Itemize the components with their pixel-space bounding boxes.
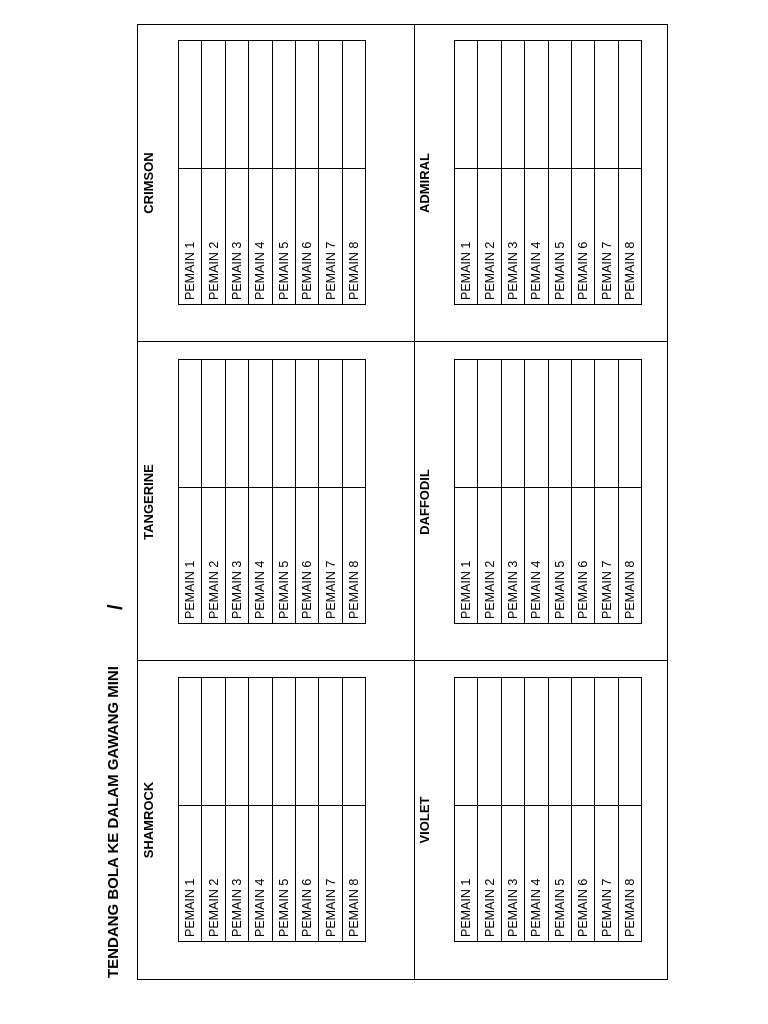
- player-row: [525, 678, 548, 942]
- player-score-cell[interactable]: [618, 360, 641, 488]
- player-label: PEMAIN 2: [478, 169, 501, 305]
- player-score-cell[interactable]: [272, 360, 295, 488]
- player-label: PEMAIN 2: [202, 169, 225, 305]
- player-row: [618, 678, 641, 942]
- player-row: [571, 41, 594, 305]
- player-label: PEMAIN 8: [618, 169, 641, 305]
- player-row: [501, 41, 524, 305]
- player-row: [272, 41, 295, 305]
- player-row: [478, 41, 501, 305]
- player-row: [202, 360, 225, 624]
- player-label: PEMAIN 4: [249, 806, 272, 942]
- player-row: [595, 678, 618, 942]
- player-score-cell[interactable]: [295, 360, 318, 488]
- player-roster-table: [454, 359, 642, 624]
- player-row: [595, 41, 618, 305]
- player-row: [455, 678, 478, 942]
- player-label: PEMAIN 6: [571, 169, 594, 305]
- player-roster-table: [454, 677, 642, 942]
- player-label: PEMAIN 2: [478, 488, 501, 624]
- team-name: SHAMROCK: [141, 781, 156, 859]
- player-label: PEMAIN 4: [249, 169, 272, 305]
- player-score-cell[interactable]: [295, 41, 318, 169]
- player-row: [618, 41, 641, 305]
- team-panel-tangerine: [138, 343, 414, 661]
- team-panel-violet: [414, 661, 690, 979]
- player-row: [202, 678, 225, 942]
- player-row: [249, 678, 272, 942]
- player-roster-table: [178, 359, 366, 624]
- player-row: [272, 360, 295, 624]
- player-roster-table: [178, 677, 366, 942]
- team-panel-daffodil: [414, 343, 690, 661]
- teams-grid: [137, 24, 668, 980]
- team-name: ADMIRAL: [417, 153, 432, 213]
- player-label: PEMAIN 3: [225, 169, 248, 305]
- player-score-cell[interactable]: [295, 678, 318, 806]
- player-score-cell[interactable]: [342, 678, 365, 806]
- team-panel-admiral: [414, 24, 690, 342]
- player-label: PEMAIN 4: [525, 169, 548, 305]
- player-label: PEMAIN 6: [571, 488, 594, 624]
- player-row: [342, 678, 365, 942]
- team-name: VIOLET: [417, 796, 432, 844]
- player-score-cell[interactable]: [501, 678, 524, 806]
- player-label: PEMAIN 4: [249, 488, 272, 624]
- player-score-cell[interactable]: [455, 41, 478, 169]
- player-label: PEMAIN 3: [501, 488, 524, 624]
- player-score-cell[interactable]: [455, 678, 478, 806]
- player-score-cell[interactable]: [249, 678, 272, 806]
- player-score-cell[interactable]: [202, 360, 225, 488]
- player-label: PEMAIN 6: [295, 169, 318, 305]
- team-panel-crimson: [138, 24, 414, 342]
- title-slash: /: [105, 604, 127, 610]
- player-label: PEMAIN 2: [202, 488, 225, 624]
- player-score-cell[interactable]: [202, 678, 225, 806]
- player-row: [478, 678, 501, 942]
- player-score-cell[interactable]: [319, 360, 342, 488]
- player-row: [455, 360, 478, 624]
- player-label: PEMAIN 5: [272, 488, 295, 624]
- player-score-cell[interactable]: [548, 678, 571, 806]
- player-row: [548, 678, 571, 942]
- player-score-cell[interactable]: [595, 678, 618, 806]
- player-score-cell[interactable]: [571, 678, 594, 806]
- player-label: PEMAIN 7: [319, 806, 342, 942]
- player-row: [342, 360, 365, 624]
- player-score-cell[interactable]: [571, 41, 594, 169]
- player-label: PEMAIN 7: [595, 488, 618, 624]
- player-score-cell[interactable]: [478, 360, 501, 488]
- player-row: [179, 678, 202, 942]
- player-score-cell[interactable]: [225, 41, 248, 169]
- player-label: PEMAIN 5: [548, 806, 571, 942]
- team-name: CRIMSON: [141, 152, 156, 214]
- player-score-cell[interactable]: [571, 360, 594, 488]
- player-score-cell[interactable]: [179, 360, 202, 488]
- player-row: [525, 360, 548, 624]
- player-row: [571, 678, 594, 942]
- player-score-cell[interactable]: [525, 41, 548, 169]
- player-row: [501, 678, 524, 942]
- player-label: PEMAIN 1: [179, 806, 202, 942]
- player-row: [295, 678, 318, 942]
- player-label: PEMAIN 3: [501, 169, 524, 305]
- player-label: PEMAIN 8: [618, 488, 641, 624]
- player-label: PEMAIN 8: [342, 806, 365, 942]
- player-row: [455, 41, 478, 305]
- player-row: [295, 41, 318, 305]
- player-row: [179, 41, 202, 305]
- player-score-cell[interactable]: [319, 41, 342, 169]
- player-row: [319, 678, 342, 942]
- player-label: PEMAIN 4: [525, 806, 548, 942]
- player-label: PEMAIN 2: [478, 806, 501, 942]
- player-row: [319, 360, 342, 624]
- player-row: [295, 360, 318, 624]
- player-score-cell[interactable]: [478, 678, 501, 806]
- player-score-cell[interactable]: [179, 678, 202, 806]
- team-panel-shamrock: [138, 661, 414, 979]
- player-score-cell[interactable]: [525, 678, 548, 806]
- player-score-cell[interactable]: [595, 360, 618, 488]
- player-score-cell[interactable]: [225, 678, 248, 806]
- player-score-cell[interactable]: [618, 678, 641, 806]
- player-label: PEMAIN 1: [179, 169, 202, 305]
- player-row: [571, 360, 594, 624]
- player-score-cell[interactable]: [548, 360, 571, 488]
- player-score-cell[interactable]: [595, 41, 618, 169]
- player-label: PEMAIN 2: [202, 806, 225, 942]
- player-row: [225, 360, 248, 624]
- player-row: [202, 41, 225, 305]
- player-label: PEMAIN 1: [455, 488, 478, 624]
- player-label: PEMAIN 5: [272, 169, 295, 305]
- player-score-cell[interactable]: [525, 360, 548, 488]
- player-label: PEMAIN 7: [595, 806, 618, 942]
- player-label: PEMAIN 3: [501, 806, 524, 942]
- sheet-title: TENDANG BOLA KE DALAM GAWANG MINI: [105, 666, 122, 978]
- player-row: [225, 678, 248, 942]
- player-score-cell[interactable]: [455, 360, 478, 488]
- player-label: PEMAIN 8: [342, 488, 365, 624]
- team-name: DAFFODIL: [417, 469, 432, 535]
- player-score-cell[interactable]: [202, 41, 225, 169]
- team-name: TANGERINE: [141, 464, 156, 540]
- player-score-cell[interactable]: [342, 360, 365, 488]
- player-row: [272, 678, 295, 942]
- player-row: [179, 360, 202, 624]
- player-score-cell[interactable]: [342, 41, 365, 169]
- player-label: PEMAIN 6: [295, 806, 318, 942]
- player-label: PEMAIN 8: [618, 806, 641, 942]
- player-label: PEMAIN 6: [571, 806, 594, 942]
- player-roster-table: [454, 40, 642, 305]
- player-label: PEMAIN 5: [548, 488, 571, 624]
- player-label: PEMAIN 7: [319, 488, 342, 624]
- player-label: PEMAIN 3: [225, 488, 248, 624]
- player-row: [548, 41, 571, 305]
- player-label: PEMAIN 7: [319, 169, 342, 305]
- player-row: [249, 41, 272, 305]
- player-score-cell[interactable]: [272, 41, 295, 169]
- player-score-cell[interactable]: [272, 678, 295, 806]
- player-row: [548, 360, 571, 624]
- player-score-cell[interactable]: [501, 41, 524, 169]
- player-row: [342, 41, 365, 305]
- player-score-cell[interactable]: [249, 360, 272, 488]
- player-score-cell[interactable]: [478, 41, 501, 169]
- player-row: [478, 360, 501, 624]
- player-label: PEMAIN 7: [595, 169, 618, 305]
- player-row: [319, 41, 342, 305]
- player-row: [595, 360, 618, 624]
- player-score-cell[interactable]: [319, 678, 342, 806]
- player-row: [225, 41, 248, 305]
- player-row: [249, 360, 272, 624]
- player-label: PEMAIN 8: [342, 169, 365, 305]
- player-score-cell[interactable]: [548, 41, 571, 169]
- player-score-cell[interactable]: [179, 41, 202, 169]
- player-row: [618, 360, 641, 624]
- player-score-cell[interactable]: [225, 360, 248, 488]
- player-label: PEMAIN 1: [455, 806, 478, 942]
- player-score-cell[interactable]: [618, 41, 641, 169]
- player-row: [501, 360, 524, 624]
- player-score-cell[interactable]: [249, 41, 272, 169]
- player-label: PEMAIN 4: [525, 488, 548, 624]
- player-label: PEMAIN 5: [272, 806, 295, 942]
- player-label: PEMAIN 3: [225, 806, 248, 942]
- player-row: [525, 41, 548, 305]
- player-score-cell[interactable]: [501, 360, 524, 488]
- player-roster-table: [178, 40, 366, 305]
- player-label: PEMAIN 5: [548, 169, 571, 305]
- player-label: PEMAIN 6: [295, 488, 318, 624]
- player-label: PEMAIN 1: [455, 169, 478, 305]
- player-label: PEMAIN 1: [179, 488, 202, 624]
